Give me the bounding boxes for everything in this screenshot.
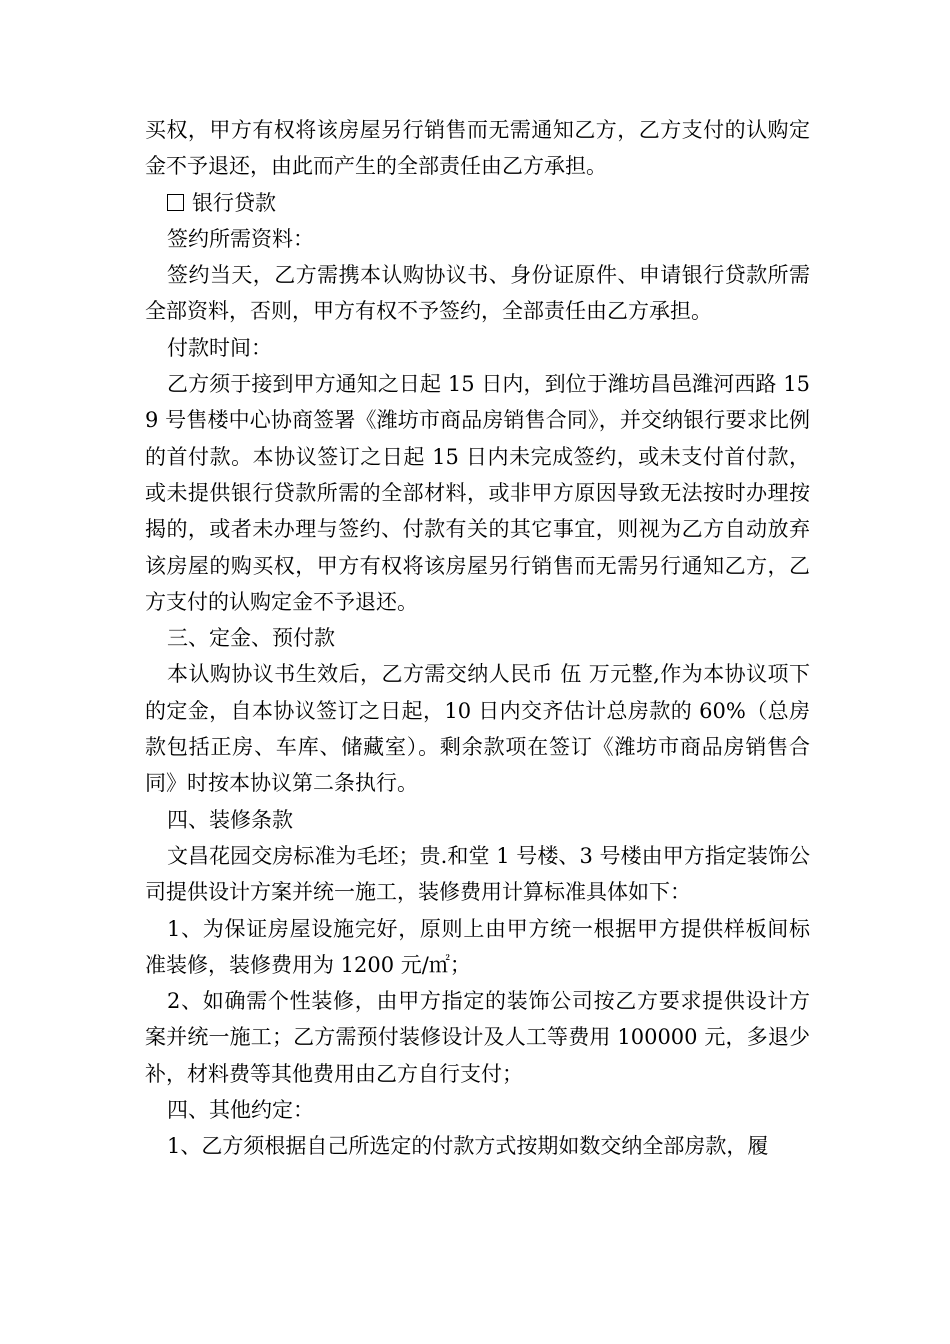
section-heading-decoration: 四、装修条款: [167, 807, 293, 832]
checkbox-icon[interactable]: [167, 194, 184, 211]
paragraph-deposit: 本认购协议书生效后，乙方需交纳人民币 伍 万元整,作为本协议项下的定金，自本协议签订之日起，10 日内交齐估计总房款的 60%（总房款包括正房、车库、储藏室）。剩余款项在签订《潍坊市商品房销售合同》时按本协议第二条执行。: [145, 662, 810, 796]
section-heading-other-terms: 四、其他约定：: [167, 1098, 314, 1123]
paragraph-decoration-standard: 文昌花园交房标准为毛坯；贵.和堂 1 号楼、3 号楼由甲方指定装饰公司提供设计方案并统一施工，装修费用计算标准具体如下：: [145, 843, 810, 905]
document-page: [145, 112, 810, 1165]
paragraph-payment-time: 乙方须于接到甲方通知之日起 15 日内，到位于潍坊昌邑潍河西路 159 号售楼中心协商签署《潍坊市商品房销售合同》，并交纳银行要求比例的首付款。本协议签订之日起 15 日内未完成签约，或未支付首付款，或未提供银行贷款所需的全部材料，或非甲方原因导致无法按时办理按揭的，或者未办理与签约、付款有关的其它事宜，则视为乙方自动放弃该房屋的购买权，甲方有权将该房屋另行销售而无需另行通知乙方，乙方支付的认购定金不予退还。: [145, 372, 810, 614]
section-heading-deposit: 三、定金、预付款: [167, 626, 335, 651]
paragraph-purchase-right-clause: 买权，甲方有权将该房屋另行销售而无需通知乙方，乙方支付的认购定金不予退还，由此而产生的全部责任由乙方承担。: [145, 118, 810, 179]
checkbox-label: 银行贷款: [192, 190, 276, 215]
list-item-decoration-2: 2、如确需个性装修，由甲方指定的装饰公司按乙方要求提供设计方案并统一施工；乙方需预付装修设计及人工等费用 100000 元，多退少补，材料费等其他费用由乙方自行支付；: [145, 989, 810, 1086]
list-item-decoration-1: 1、为保证房屋设施完好，原则上由甲方统一根据甲方提供样板间标准装修，装修费用为 1200 元/㎡；: [145, 916, 810, 977]
heading-payment-time: 付款时间：: [167, 335, 272, 360]
checkbox-option-bank-loan[interactable]: [145, 185, 810, 221]
list-item-other-terms-1: 1、乙方须根据自己所选定的付款方式按期如数交纳全部房款，履: [167, 1134, 769, 1159]
paragraph-signing-materials: 签约当天，乙方需携本认购协议书、身份证原件、申请银行贷款所需全部资料，否则，甲方有权不予签约，全部责任由乙方承担。: [145, 263, 810, 324]
heading-signing-materials: 签约所需资料：: [167, 226, 314, 251]
